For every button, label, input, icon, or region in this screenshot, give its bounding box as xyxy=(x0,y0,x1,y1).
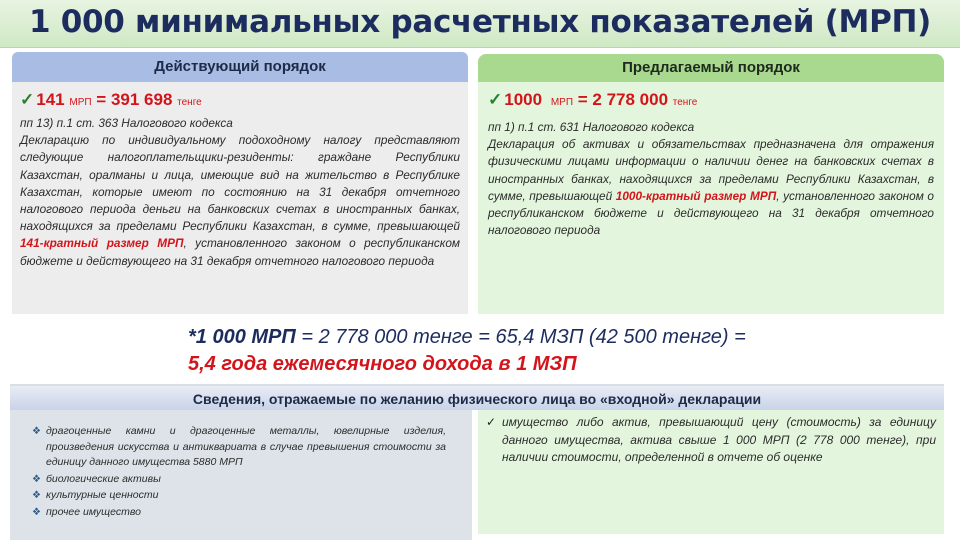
proposed-procedure-panel xyxy=(478,82,944,314)
current-amount-unit: МРП xyxy=(69,97,92,108)
voluntary-assets-list xyxy=(32,424,446,521)
checkmark-icon: ✓ xyxy=(486,415,497,429)
current-reference: пп 13) п.1 ст. 363 Налогового кодекса xyxy=(20,116,233,130)
current-amount xyxy=(20,90,460,113)
proposed-amount-unit: МРП xyxy=(550,97,573,108)
proposed-procedure-header: Предлагаемый порядок xyxy=(478,54,944,82)
list-item: ❖ культурные ценности xyxy=(32,488,446,504)
current-description-text: Декларацию по индивидуальному подоходному налогу представляют следующие налогоплательщики-резиденты: граждане Республики Казахстан, оралманы и лица, имеющие вид на жительство в Республике Казахстан, которые имеют по состоянию на 31 декабря отчетного налогового периода деньги на банковских счетах в иностранных банках, находящихся за пределами Республики Казахстан, в сумме, превышающей xyxy=(20,133,460,234)
formula-equation: = 2 778 000 тенге = 65,4 МЗП (42 500 тенге) = xyxy=(295,326,746,348)
proposed-amount xyxy=(488,90,934,113)
current-amount-number: 141 xyxy=(36,90,65,109)
current-procedure-panel xyxy=(12,82,468,314)
diamond-bullet-icon: ❖ xyxy=(32,506,41,518)
proposed-description-tail: , установленного законом о республиканском бюджете и действующего на 31 декабря отчетного налогового периода xyxy=(488,188,934,238)
formula-line-2: 5,4 года ежемесячного дохода в 1 МЗП xyxy=(188,353,577,375)
proposed-description xyxy=(488,119,934,239)
current-description xyxy=(20,115,460,270)
list-item: ❖ биологические активы xyxy=(32,472,446,488)
proposed-description-text: Декларация об активах и обязательствах предназначена для отражения физическими лицами информации о наличии денег на банковских счетах в иностранных банках, находящихся за пределами Республики Казахстан, в сумме, превышающей xyxy=(488,137,934,203)
current-procedure-header: Действующий порядок xyxy=(12,52,468,82)
diamond-bullet-icon: ❖ xyxy=(32,490,41,502)
diamond-bullet-icon: ❖ xyxy=(32,426,41,437)
list-item: ❖ прочее имущество xyxy=(32,505,446,521)
formula-line-1 xyxy=(188,326,928,349)
proposed-amount-currency: тенге xyxy=(672,97,698,108)
proposed-amount-value: 2 778 000 xyxy=(592,90,669,109)
current-description-tail: , установленного законом о республиканском бюджете и действующего на 31 декабря отчетного налогового периода xyxy=(20,236,460,268)
current-amount-currency: тенге xyxy=(177,97,202,108)
voluntary-info-left-panel xyxy=(10,410,472,540)
checkmark-icon: ✓ xyxy=(488,90,503,109)
list-item: ❖ драгоценные камни и драгоценные металлы, ювелирные изделия, произведения искусства и антиквариата в случае превышения стоимости за единицу данного имущества 5880 МРП xyxy=(32,425,446,469)
formula-mrp-bold: *1 000 МРП xyxy=(188,326,296,348)
slide-title: 1 000 минимальных расчетных показателей (МРП) xyxy=(28,4,932,40)
current-description-highlight: 141-кратный размер МРП xyxy=(20,236,184,251)
proposed-amount-number: 1000 xyxy=(504,90,543,109)
voluntary-info-header: Сведения, отражаемые по желанию физического лица во «входной» декларации xyxy=(10,384,944,410)
checkmark-icon: ✓ xyxy=(20,90,35,109)
voluntary-info-right-panel xyxy=(478,410,944,534)
proposed-amount-eq: = xyxy=(577,90,588,109)
current-amount-value: 391 698 xyxy=(110,90,173,109)
proposed-reference: пп 1) п.1 ст. 631 Налогового кодекса xyxy=(488,120,695,134)
proposed-description-highlight: 1000-кратный размер МРП xyxy=(615,188,777,203)
diamond-bullet-icon: ❖ xyxy=(32,473,41,485)
list-item: ✓ имущество либо актив, превышающий цену (стоимость) за единицу данного имущества, актива свыше 1 000 МРП (2 778 000 тенге), при наличии стоимости, определенной в отчете об оценке xyxy=(486,415,936,464)
current-amount-eq: = xyxy=(96,90,107,109)
